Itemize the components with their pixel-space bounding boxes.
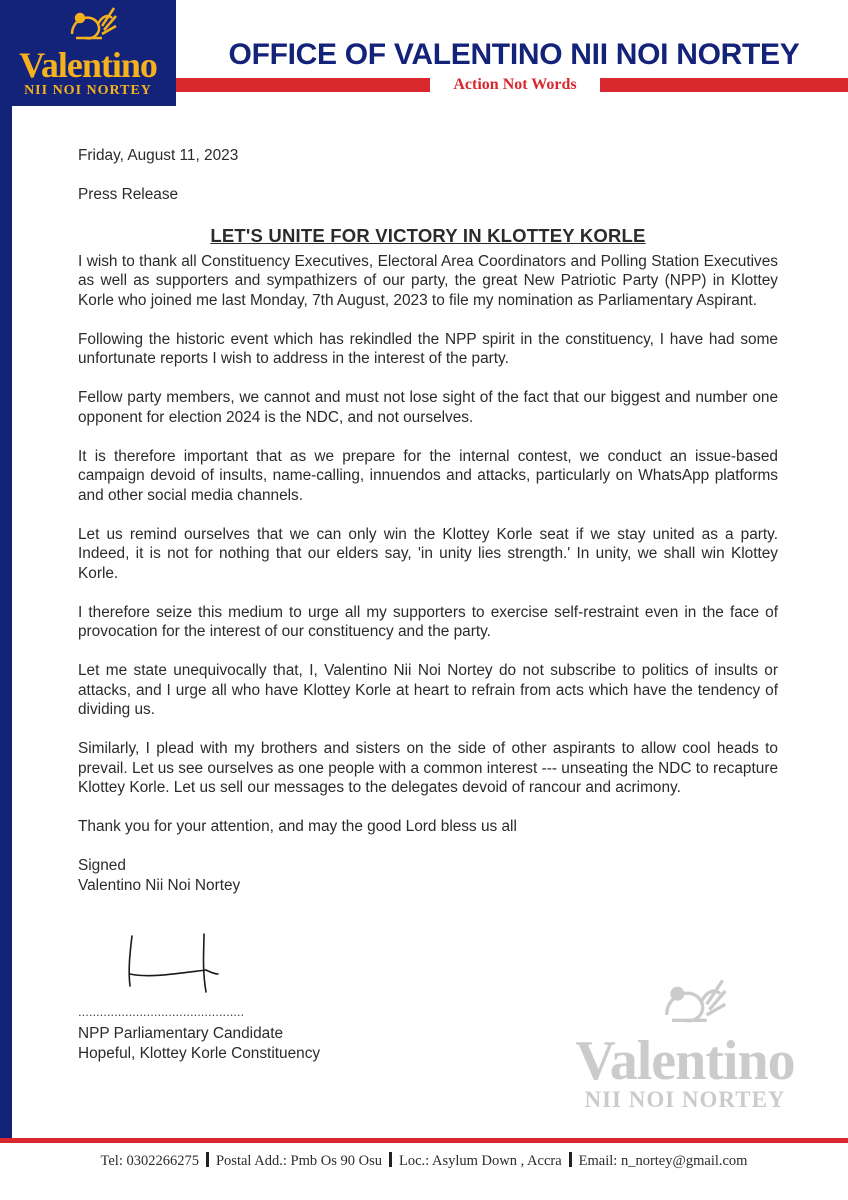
footer-separator xyxy=(206,1152,209,1167)
footer-contact xyxy=(0,1152,848,1170)
footer-tel: Tel: 0302266275 xyxy=(100,1153,199,1169)
left-margin-stripe xyxy=(0,106,12,1140)
letter-date: Friday, August 11, 2023 xyxy=(78,147,239,164)
paragraph: I therefore seize this medium to urge all my supporters to exercise self-restraint even in the face of provocation for the interest of our constituency and the party. xyxy=(78,603,778,640)
letterhead xyxy=(0,0,848,110)
footer-rule xyxy=(0,1138,848,1143)
watermark-name: Valentino xyxy=(575,1030,795,1092)
signed-label: Signed xyxy=(78,857,126,874)
paragraph: Let us remind ourselves that we can only win the Klottey Korle seat if we stay united as a party. Indeed, it is not for nothing that our elders say, 'in unity lies strength.' In unity, we shall win Klottey Korle. xyxy=(78,525,778,582)
paragraph: Following the historic event which has rekindled the NPP spirit in the constituency, I have had some unfortunate reports I wish to address in the interest of the party. xyxy=(78,330,778,367)
signature-line: .............................................. xyxy=(78,1004,245,1019)
tagline: Action Not Words xyxy=(430,76,600,94)
footer-location: Loc.: Asylum Down , Accra xyxy=(398,1153,562,1169)
footer-email: Email: n_nortey@gmail.com xyxy=(578,1153,748,1169)
signed-block xyxy=(78,856,778,895)
signatory-role xyxy=(78,1024,320,1063)
office-title: OFFICE OF VALENTINO NII NOI NORTEY xyxy=(228,38,800,71)
paragraph: Similarly, I plead with my brothers and sisters on the side of other aspirants to allow cool heads to prevail. Let us see ourselves as one people with a common interest --- unseating the NDC to recapture Klottey Korle. Let us sell our messages to the delegates devoid of rancour and acrimony. xyxy=(78,740,778,796)
headline: LET'S UNITE FOR VICTORY IN KLOTTEY KORLE xyxy=(210,225,646,246)
logo-name: Valentino xyxy=(19,45,157,85)
role-line: NPP Parliamentary Candidate xyxy=(78,1025,284,1042)
role-line: Hopeful, Klottey Korle Constituency xyxy=(78,1044,321,1062)
document-type: Press Release xyxy=(78,185,179,203)
footer-separator xyxy=(389,1152,392,1167)
watermark-logo xyxy=(545,975,825,1125)
paragraph: I wish to thank all Constituency Executives, Electoral Area Coordinators and Polling Station Executives as well as supporters and sympathizers of our party, the great New Patriotic Party (NPP) in Klottey Korle who joined me last Monday, 7th August, 2023 to file my nomination as Parliamentary Aspirant. xyxy=(78,252,778,309)
footer-postal: Postal Add.: Pmb Os 90 Osu xyxy=(215,1153,382,1169)
logo-subtitle: NII NOI NORTEY xyxy=(24,83,152,98)
letter-body xyxy=(78,146,778,895)
signed-name: Valentino Nii Noi Nortey xyxy=(78,876,241,894)
paragraph: Fellow party members, we cannot and must not lose sight of the fact that our biggest and number one opponent for election 2024 is the NDC, and not ourselves. xyxy=(78,389,778,426)
handwritten-signature xyxy=(118,930,228,1000)
watermark-subtitle: NII NOI NORTEY xyxy=(584,1087,786,1112)
paragraph: It is therefore important that as we prepare for the internal contest, we conduct an issue-based campaign devoid of insults, name-calling, innuendos and attacks, particularly on WhatsApp platforms and other social media channels. xyxy=(78,447,778,504)
logo xyxy=(0,0,176,106)
footer-separator xyxy=(569,1152,572,1167)
paragraph: Let me state unequivocally that, I, Valentino Nii Noi Nortey do not subscribe to politics of insults or attacks, and I urge all who have Klottey Korle at heart to refrain from acts which have the tendency of dividing us. xyxy=(78,662,778,718)
closing-line: Thank you for your attention, and may the good Lord bless us all xyxy=(78,818,517,835)
